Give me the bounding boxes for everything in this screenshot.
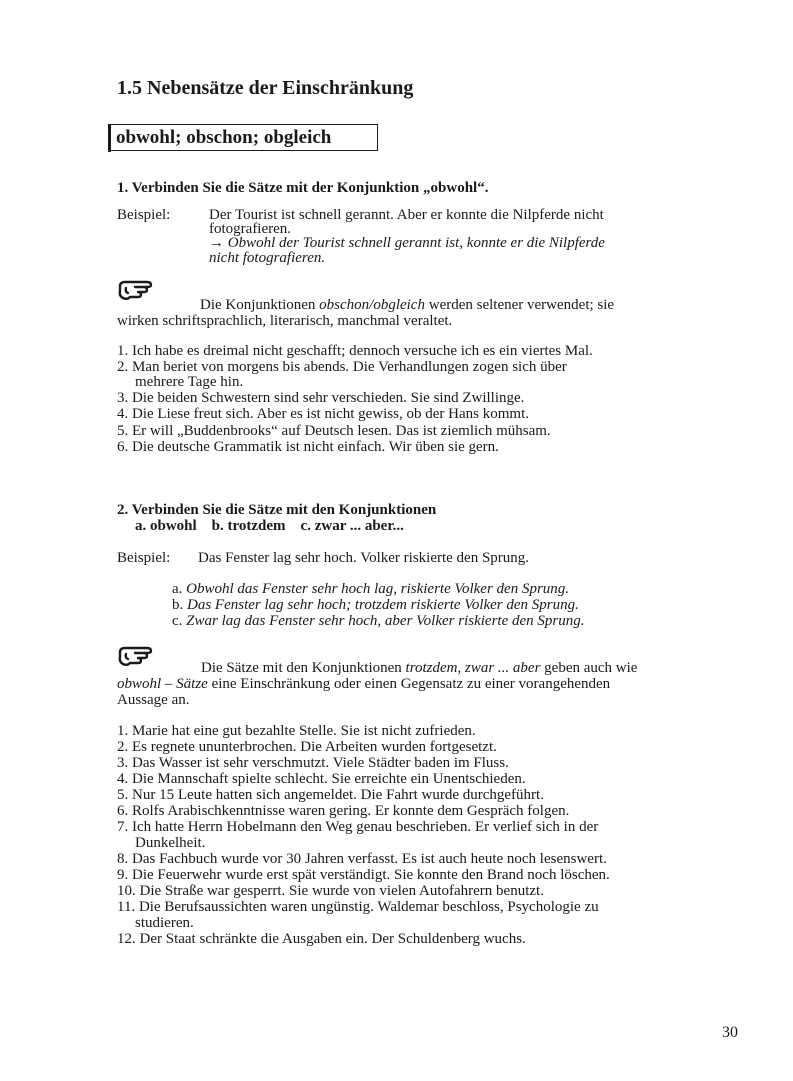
note-text: [200, 297, 614, 313]
answer-label: c.: [172, 613, 187, 629]
list-item: 6. Die deutsche Grammatik ist nicht einfach. Wir üben sie gern.: [117, 439, 499, 455]
example-text: fotografieren.: [209, 221, 292, 237]
section-title: 1.5 Nebensätze der Einschränkung: [117, 77, 414, 99]
list-item: 12. Der Staat schränkte die Ausgaben ein. Der Schuldenberg wuchs.: [117, 931, 526, 947]
example-answer-a: [172, 581, 569, 597]
list-item: 3. Die beiden Schwestern sind sehr verschieden. Sie sind Zwillinge.: [117, 390, 525, 406]
example-answer: → Obwohl der Tourist schnell gerannt ist, konnte er die Nilpferde: [209, 235, 605, 251]
note-text-start: Die Sätze mit den Konjunktionen: [201, 660, 406, 676]
note-text-end: werden seltener verwendet; sie: [424, 297, 615, 313]
list-item-continuation: Dunkelheit.: [135, 835, 206, 851]
boxed-heading: obwohl; obschon; obgleich: [108, 124, 378, 151]
list-item: 9. Die Feuerwehr wurde erst spät verständigt. Sie konnte den Brand noch löschen.: [117, 867, 610, 883]
list-item: 1. Ich habe es dreimal nicht geschafft; dennoch versuche ich es ein viertes Mal.: [117, 343, 593, 359]
example-text: Das Fenster lag sehr hoch. Volker riskierte den Sprung.: [198, 550, 530, 566]
exercise-2-heading: 2. Verbinden Sie die Sätze mit den Konjunktionen: [117, 502, 437, 518]
exercise-2-options: a. obwohl b. trotzdem c. zwar ... aber...: [135, 518, 404, 534]
note-text-end: eine Einschränkung oder einen Gegensatz zu einer vorangehenden: [207, 676, 611, 692]
note-text: wirken schriftsprachlich, literarisch, manchmal veraltet.: [117, 313, 453, 329]
list-item: 2. Es regnete ununterbrochen. Die Arbeiten wurden fortgesetzt.: [117, 739, 497, 755]
answer-label: b.: [172, 597, 187, 613]
list-item: 1. Marie hat eine gut bezahlte Stelle. Sie ist nicht zufrieden.: [117, 723, 476, 739]
note-text-italic: obschon/obgleich: [319, 297, 425, 313]
page-number: 30: [722, 1024, 738, 1041]
list-item: 8. Das Fachbuch wurde vor 30 Jahren verfasst. Es ist auch heute noch lesenswert.: [117, 851, 607, 867]
pointing-hand-icon: [117, 279, 161, 301]
example-answer: nicht fotografieren.: [209, 250, 326, 266]
example-label: Beispiel:: [117, 550, 171, 566]
answer-text: Obwohl das Fenster sehr hoch lag, riskierte Volker den Sprung.: [186, 581, 570, 597]
answer-label: a.: [172, 581, 187, 597]
note-text: [201, 660, 637, 676]
list-item-continuation: studieren.: [135, 915, 194, 931]
note-text-italic: obwohl – Sätze: [117, 676, 208, 692]
list-item: 3. Das Wasser ist sehr verschmutzt. Viele Städter baden im Fluss.: [117, 755, 509, 771]
note-text: [117, 676, 610, 692]
note-text-start: Die Konjunktionen: [200, 297, 320, 313]
answer-text: Das Fenster lag sehr hoch; trotzdem riskierte Volker den Sprung.: [187, 597, 579, 613]
list-item: 4. Die Liese freut sich. Aber es ist nicht gewiss, ob der Hans kommt.: [117, 406, 530, 422]
list-item: 6. Rolfs Arabischkenntnisse waren gering. Er konnte dem Gespräch folgen.: [117, 803, 570, 819]
note-text: Aussage an.: [117, 692, 190, 708]
list-item: 10. Die Straße war gesperrt. Sie wurde von vielen Autofahrern benutzt.: [117, 883, 544, 899]
list-item: 5. Nur 15 Leute hatten sich angemeldet. Die Fahrt wurde durchgeführt.: [117, 787, 544, 803]
example-text: Der Tourist ist schnell gerannt. Aber er konnte die Nilpferde nicht: [209, 207, 604, 223]
note-text-end: geben auch wie: [540, 660, 638, 676]
note-text-italic: trotzdem, zwar ... aber: [405, 660, 541, 676]
example-answer-c: [172, 613, 584, 629]
list-item-continuation: mehrere Tage hin.: [135, 374, 244, 390]
answer-text: Zwar lag das Fenster sehr hoch, aber Volker riskierte den Sprung.: [186, 613, 585, 629]
list-item: 5. Er will „Buddenbrooks“ auf Deutsch lesen. Das ist ziemlich mühsam.: [117, 423, 551, 439]
list-item: 4. Die Mannschaft spielte schlecht. Sie erreichte ein Unentschieden.: [117, 771, 526, 787]
list-item: 7. Ich hatte Herrn Hobelmann den Weg genau beschrieben. Er verlief sich in der: [117, 819, 599, 835]
pointing-hand-icon: [117, 645, 161, 667]
example-answer-b: [172, 597, 579, 613]
list-item: 2. Man beriet von morgens bis abends. Die Verhandlungen zogen sich über: [117, 359, 567, 375]
list-item: 11. Die Berufsaussichten waren ungünstig. Waldemar beschloss, Psychologie zu: [117, 899, 599, 915]
exercise-1-heading: 1. Verbinden Sie die Sätze mit der Konjunktion „obwohl“.: [117, 180, 489, 196]
example-label: Beispiel:: [117, 207, 171, 223]
